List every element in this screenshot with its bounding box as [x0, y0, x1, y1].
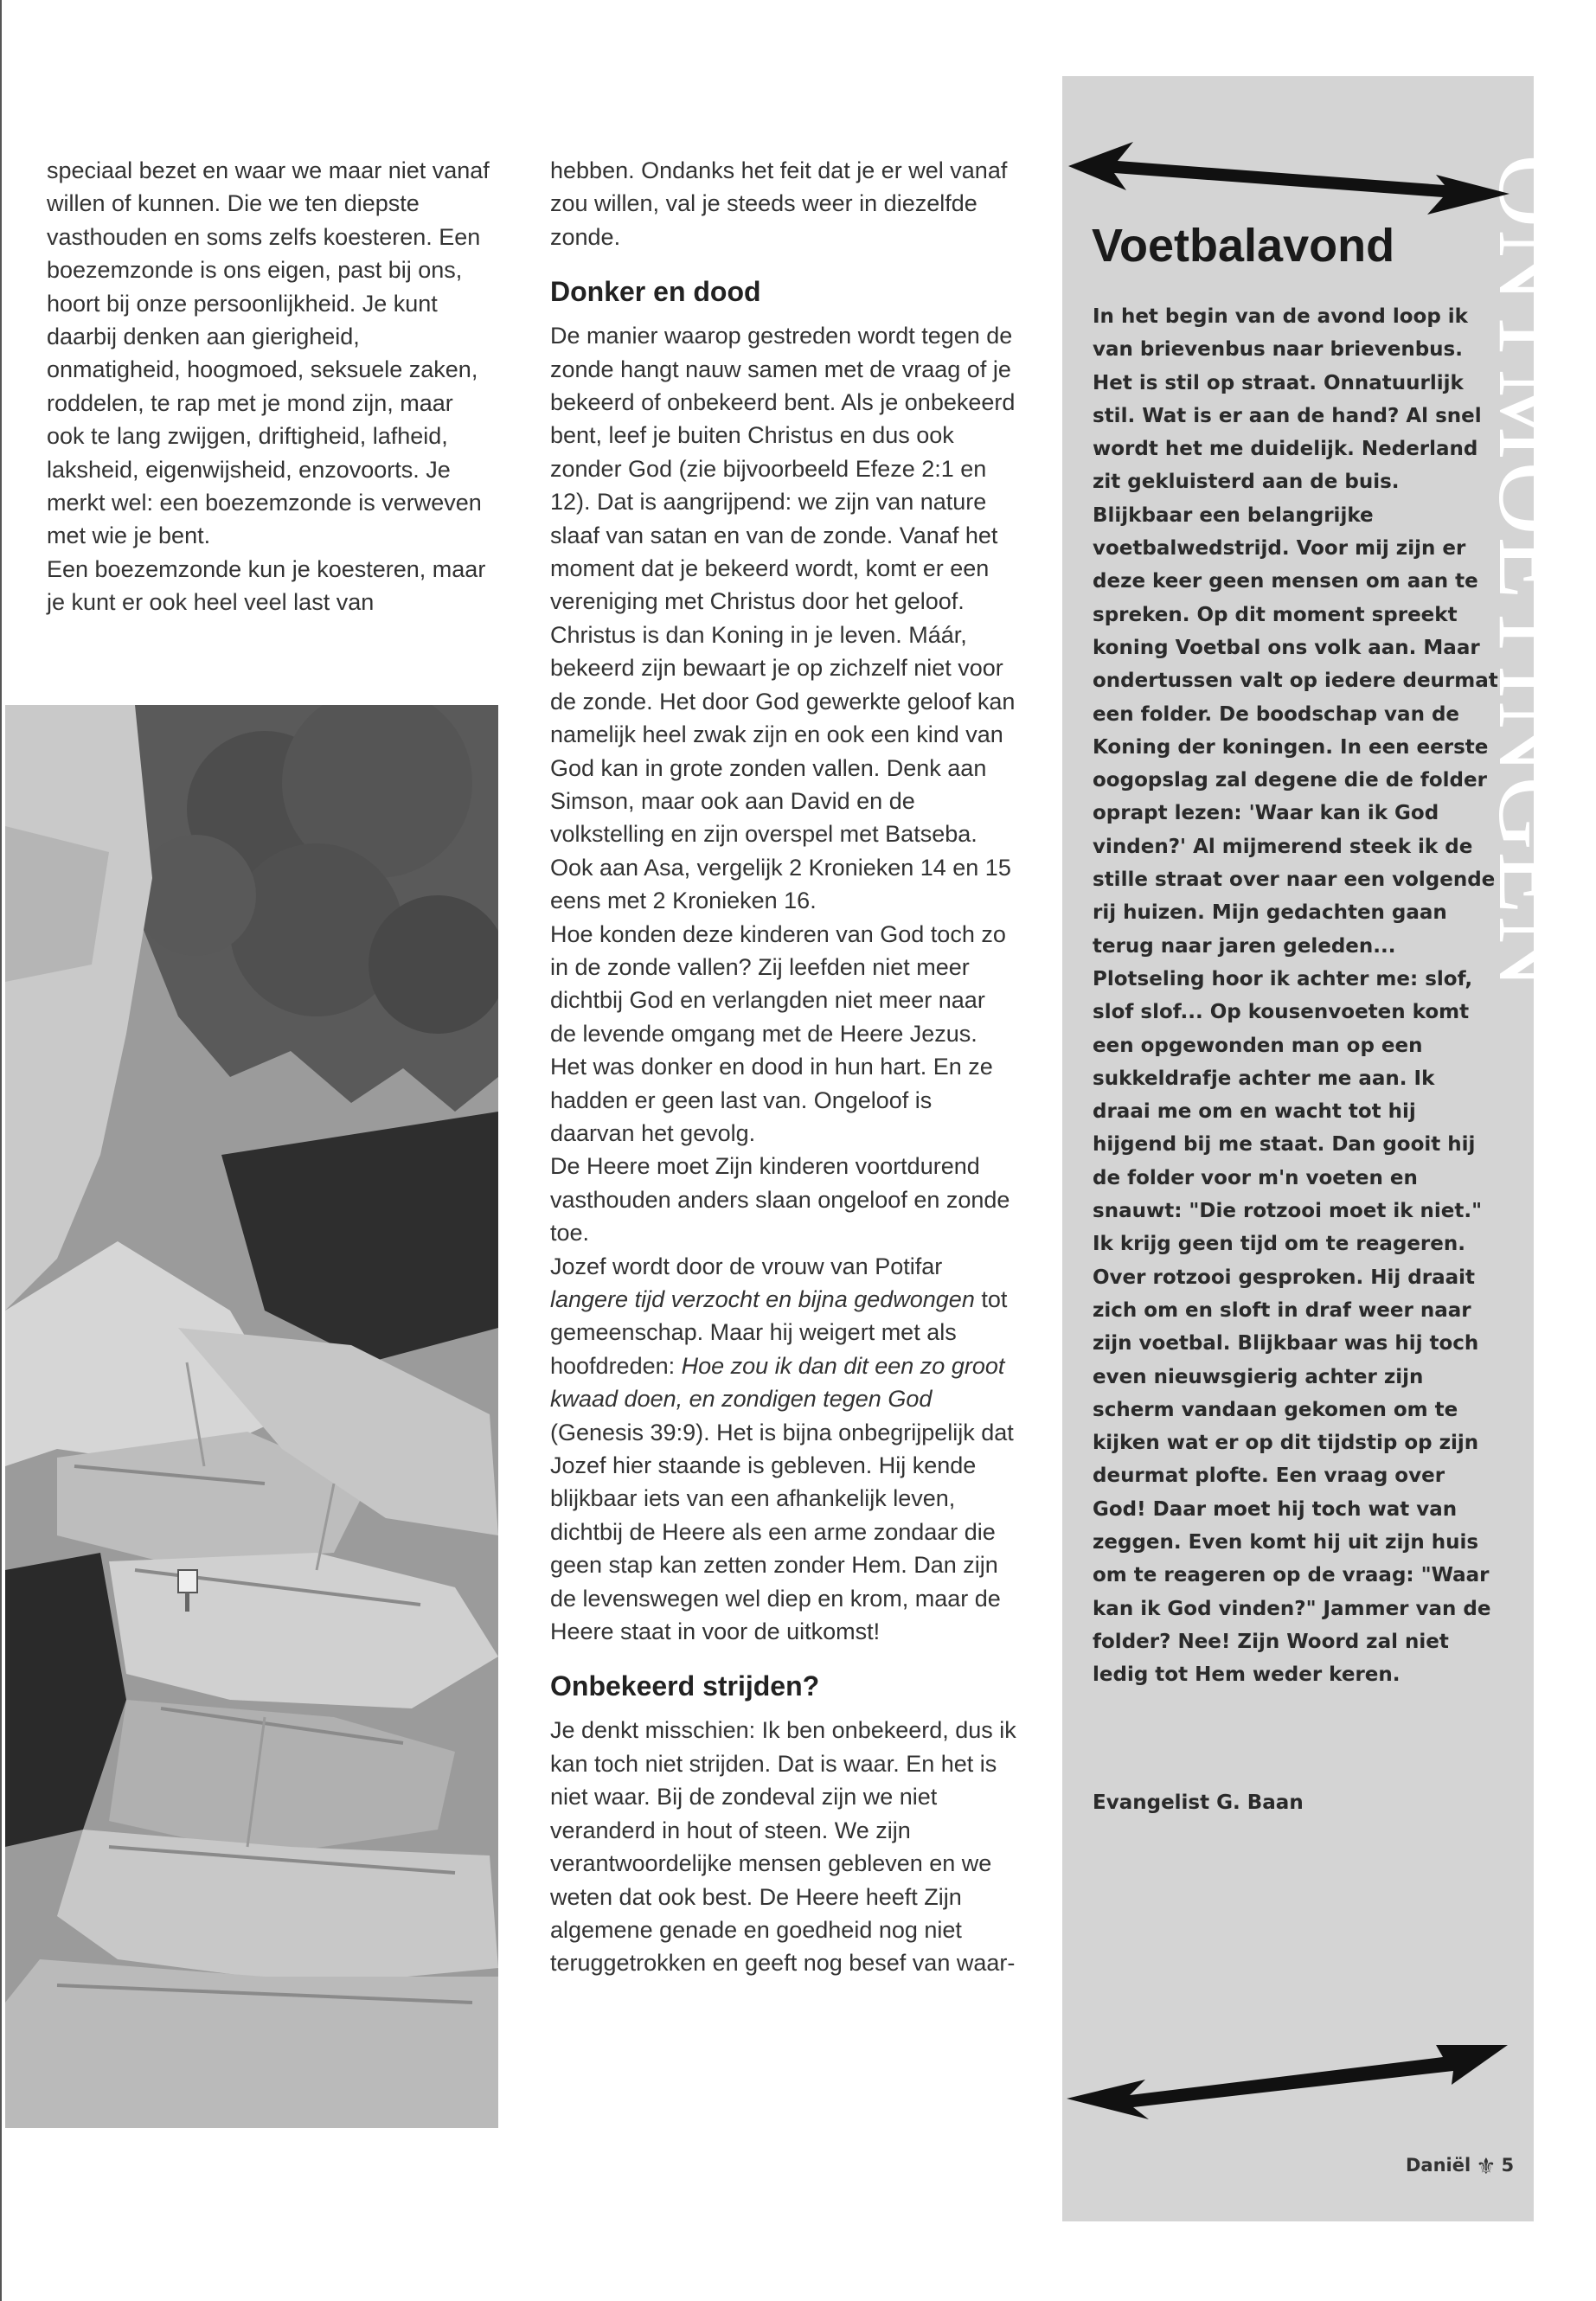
magazine-name: Daniël: [1406, 2155, 1471, 2176]
double-arrow-top-icon: [1064, 140, 1514, 218]
sidebar-title: Voetbalavond: [1092, 220, 1395, 272]
col2-paragraph-4: De Heere moet Zijn kinderen voortdurend vasthouden anders slaan ongeloof en zonde toe.: [550, 1153, 1010, 1247]
p5-part-a: Jozef wordt door de vrouw van Potifar: [550, 1253, 943, 1279]
sidebar-signature: Evangelist G. Baan: [1093, 1791, 1304, 1814]
rock-cave-photo: [5, 705, 498, 2128]
p5-part-e: (Genesis 39:9). Het is bijna onbegrijpelijk dat Jozef hier staande is gebleven. Hij kende blijkbaar iets van een afhankelijk leven, dichtbij de Heere als een arme zondaar die geen stap kan zetten zonder Hem. Dan zijn de levenswegen wel diep en krom, maar de Heere staat in voor de uitkomst!: [550, 1419, 1014, 1645]
p5-italic-quote: Hoe zou ik dan dit een zo groot kwaad doen, en zondigen tegen God: [550, 1352, 1005, 1413]
p5-part-c: tot gemeenschap. Maar hij weigert met als hoofdreden:: [550, 1286, 1008, 1379]
col2-paragraph-3: Hoe konden deze kinderen van God toch zo in de zonde vallen? Zij leefden niet meer dichtbij God en verlangden niet meer naar de levende omgang met de Heere Jezus. Het was donker en dood in hun hart. En ze hadden er geen last van. Ongeloof is daarvan het gevolg.: [550, 920, 1006, 1146]
col2-paragraph-1: hebben. Ondanks het feit dat je er wel vanaf zou willen, val je steeds weer in diezelfde zonde.: [550, 157, 1008, 250]
col2-paragraph-6: Je denkt misschien: Ik ben onbekeerd, dus ik kan toch niet strijden. Dat is waar. En het is niet waar. Bij de zondeval zijn we niet veranderd in hout of steen. We zijn verantwoordelijke mensen gebleven en we weten dat ook best. De Heere heeft Zijn algemene genade en goedheid nog niet teruggetrokken en geeft nog besef van waar-: [550, 1717, 1016, 1977]
fleur-de-lis-icon: ⚜: [1476, 2154, 1497, 2180]
rock-photo-illustration: [5, 705, 498, 2128]
page-number: 5: [1501, 2155, 1515, 2176]
col2-paragraph-5: [550, 1250, 1017, 1649]
heading-onbekeerd-strijden: Onbekeerd strijden?: [550, 1670, 820, 1702]
col1-paragraph-1: speciaal bezet en waar we maar niet vanaf willen of kunnen. Die we ten diepste vasthouden en soms zelfs koesteren. Een boezemzonde is ons eigen, past bij ons, hoort bij onze persoonlijkheid. Je kunt daarbij denken aan gierigheid, onmatigheid, hoogmoed, seksuele zaken, roddelen, te rap met je mond zijn, maar ook te lang zwijgen, driftigheid, lafheid, laksheid, eigenwijsheid, enzovoorts. Je merkt wel: een boezemzonde is verweven met wie je bent.: [47, 157, 490, 549]
heading-donker-en-dood: Donker en dood: [550, 276, 761, 308]
sidebar-paragraph-1: In het begin van de avond loop ik van brievenbus naar brievenbus. Het is stil op straat. Onnatuurlijk stil. Wat is er aan de hand? Al snel wordt het me duidelijk. Nederland zit gekluisterd aan de buis. Blijkbaar een belangrijke voetbalwedstrijd. Voor mij zijn er deze keer geen mensen om aan te spreken. Op dit moment spreekt koning Voetbal ons volk aan. Maar ondertussen valt op iedere deurmat een folder. De boodschap van de Koning der koningen. In een eerste oogopslag zal degene die de folder oprapt lezen: 'Waar kan ik God vinden?' Al mijmerend steek ik de stille straat over naar een volgende rij huizen. Mijn gedachten gaan terug naar jaren geleden...: [1093, 305, 1498, 958]
text-column-1: [47, 154, 497, 619]
page-footer: [1406, 2154, 1514, 2180]
double-arrow-bottom-icon: [1062, 2026, 1512, 2121]
sidebar-body: [1093, 300, 1499, 1691]
section-label-vertical: ONTMOETINGEN: [1477, 154, 1591, 991]
p5-italic-b: langere tijd verzocht en bijna gedwongen: [550, 1286, 975, 1312]
col2-paragraph-2: De manier waarop gestreden wordt tegen de zonde hangt nauw samen met de vraag of je bekeerd of onbekeerd bent. Als je onbekeerd bent, leef je buiten Christus en dus ook zonder God (zie bijvoorbeeld Efeze 2:1 en 12). Dat is aangrijpend: we zijn van nature slaaf van satan en van de zonde. Vanaf het moment dat je bekeerd wordt, komt er een vereniging met Christus door het geloof. Christus is dan Koning in je leven. Máár, bekeerd zijn bewaart je op zichzelf niet voor de zonde. Het door God gewerkte geloof kan namelijk heel zwak zijn en ook een kind van God kan in grote zonden vallen. Denk aan Simson, maar ook aan David en de volkstelling en zijn overspel met Batseba. Ook aan Asa, vergelijk 2 Kronieken 14 en 15 eens met 2 Kronieken 16.: [550, 323, 1016, 914]
page-edge-line: [0, 0, 2, 2301]
col1-paragraph-2: Een boezemzonde kun je koesteren, maar je kunt er ook heel veel last van: [47, 555, 486, 616]
sidebar-paragraph-2: Plotseling hoor ik achter me: slof, slof slof... Op kousenvoeten komt een opgewonden man op een sukkeldrafje achter me aan. Ik draai me om en wacht tot hij hijgend bij me staat. Dan gooit hij de folder voor m'n voeten en snauwt: "Die rotzooi moet ik niet." Ik krijg geen tijd om te reageren. Over rotzooi gesproken. Hij draait zich om en sloft in draf weer naar zijn voetbal. Blijkbaar was hij toch even nieuwsgierig achter zijn scherm vandaan gekomen om te kijken wat er op dit tijdstip op zijn deurmat plofte. Een vraag over God! Daar moet hij toch wat van zeggen. Even komt hij uit zijn huis om te reageren op de vraag: "Waar kan ik God vinden?" Jammer van de folder? Nee! Zijn Woord zal niet ledig tot Hem weder keren.: [1093, 967, 1491, 1687]
text-column-2: [550, 154, 1017, 1980]
